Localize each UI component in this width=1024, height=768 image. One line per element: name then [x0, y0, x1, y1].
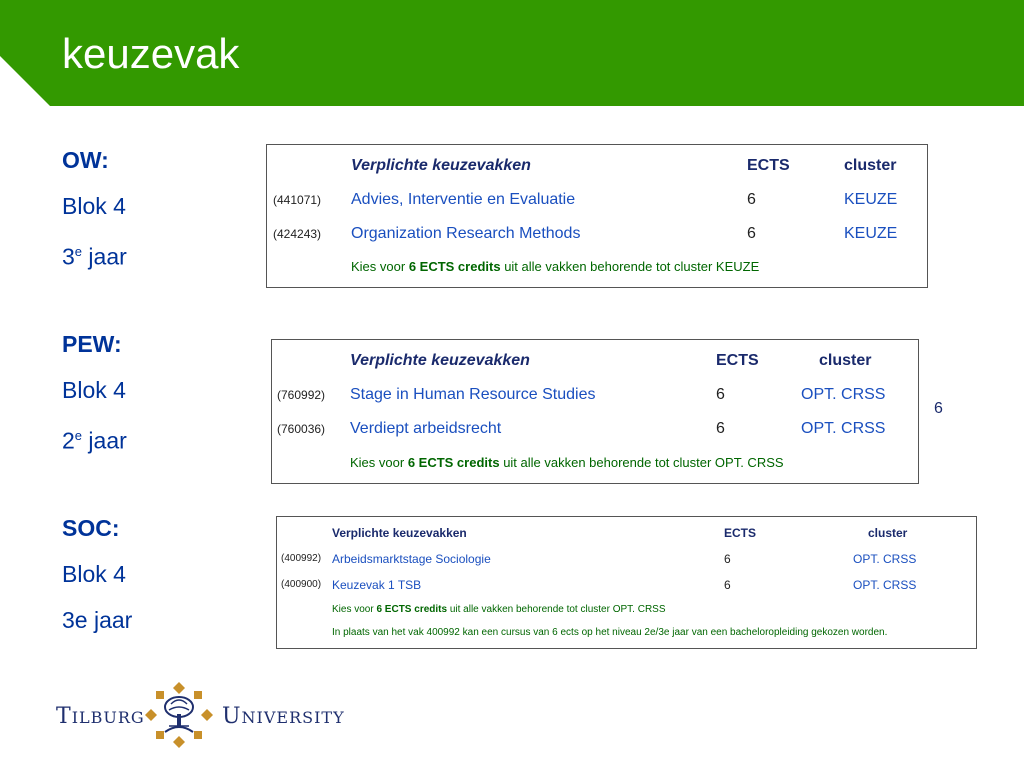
course-ects: 6 — [716, 386, 725, 403]
tilburg-university-logo — [56, 680, 356, 756]
course-link[interactable]: Advies, Interventie en Evaluatie — [351, 191, 576, 208]
section-blok: Blok 4 — [62, 377, 126, 403]
section-blok: Blok 4 — [62, 561, 126, 587]
course-cluster: KEUZE — [844, 191, 898, 208]
section-pew — [62, 324, 127, 462]
course-code: (441071) — [273, 193, 322, 207]
section-soc — [62, 508, 132, 646]
course-code: (400900) — [281, 579, 322, 590]
title-bar — [0, 0, 1024, 106]
course-cluster: OPT. CRSS — [853, 552, 917, 566]
col-course-header: Verplichte keuzevakken — [351, 157, 531, 174]
section-blok: Blok 4 — [62, 193, 126, 219]
course-link[interactable]: Organization Research Methods — [351, 225, 581, 242]
col-course-header: Verplichte keuzevakken — [350, 352, 530, 369]
course-ects: 6 — [747, 191, 756, 208]
course-ects: 6 — [716, 420, 725, 437]
section-heading: SOC: — [62, 515, 120, 541]
course-table-soc: Verplichte keuzevakken ECTS cluster (400992) Arbeidsmarktstage Sociologie 6 OPT. CRSS (400900) Keuzevak 1 TSB 6 OPT. CRSS Kies voor 6 ECTS credits uit alle vakken behorende tot cluster OPT. CRSS In plaats van het vak 400992 kan een cursus van 6 ects op het niveau 2e/3e jaar van een bacheloropleiding gekozen worden. — [276, 516, 977, 649]
section-year: 2e jaar — [62, 427, 127, 454]
course-cluster: OPT. CRSS — [801, 386, 886, 403]
course-code: (424243) — [273, 227, 322, 241]
course-link[interactable]: Verdiept arbeidsrecht — [350, 420, 502, 437]
slide-title: keuzevak — [62, 30, 240, 77]
course-code: (760992) — [277, 388, 326, 402]
emblem-icon — [140, 680, 230, 756]
col-cluster-header: cluster — [844, 157, 897, 174]
course-ects: 6 — [724, 578, 731, 592]
course-table-ow: Verplichte keuzevakken ECTS cluster (441071) Advies, Interventie en Evaluatie 6 KEUZE (424243) Organization Research Methods 6 KEUZE Kies voor 6 ECTS credits uit alle vakken behorende tot cluster KEUZE — [266, 144, 928, 288]
course-link[interactable]: Stage in Human Resource Studies — [350, 386, 596, 403]
course-ects: 6 — [747, 225, 756, 242]
col-ects-header: ECTS — [747, 157, 790, 174]
col-course-header: Verplichte keuzevakken — [332, 526, 467, 540]
course-code: (760036) — [277, 422, 326, 436]
course-cluster: OPT. CRSS — [801, 420, 886, 437]
header-notch — [0, 0, 60, 106]
outside-ects-value: 6 — [934, 400, 943, 417]
course-cluster: KEUZE — [844, 225, 898, 242]
col-ects-header: ECTS — [724, 526, 757, 540]
course-cluster: OPT. CRSS — [853, 578, 917, 592]
col-ects-header: ECTS — [716, 352, 759, 369]
col-cluster-header: cluster — [868, 526, 908, 540]
course-link[interactable]: Keuzevak 1 TSB — [332, 578, 422, 592]
course-ects: 6 — [724, 552, 731, 566]
course-table-pew: Verplichte keuzevakken ECTS cluster (760992) Stage in Human Resource Studies 6 OPT. CRSS (760036) Verdiept arbeidsrecht 6 OPT. CRSS Kies voor 6 ECTS credits uit alle vakken behorende tot cluster OPT. CRSS — [271, 339, 919, 484]
section-ow — [62, 140, 127, 278]
section-heading: OW: — [62, 147, 109, 173]
section-heading: PEW: — [62, 331, 122, 357]
course-link[interactable]: Arbeidsmarktstage Sociologie — [332, 552, 491, 566]
logo-word-tilburg: TILBURG — [56, 704, 145, 729]
logo-word-university: UNIVERSITY — [222, 704, 345, 729]
course-code: (400992) — [281, 553, 322, 564]
section-year: 3e jaar — [62, 243, 127, 270]
col-cluster-header: cluster — [819, 352, 872, 369]
section-year: 3e jaar — [62, 607, 133, 633]
